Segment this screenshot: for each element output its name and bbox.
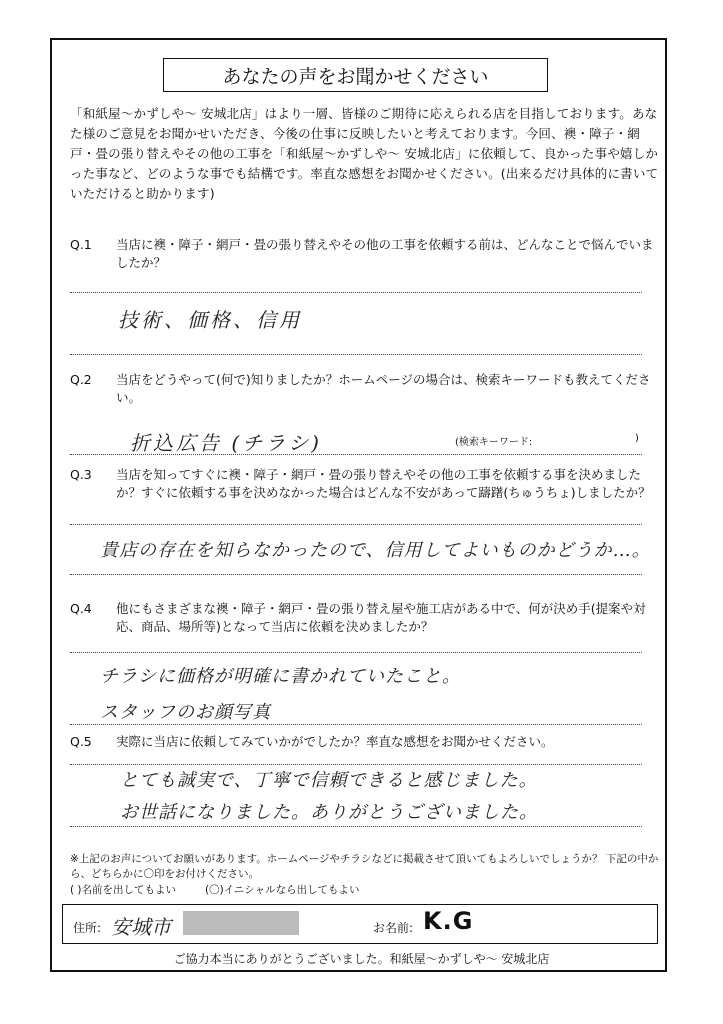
- answer-line: [70, 524, 642, 525]
- question-4-text: 他にもさまざまな襖・障子・網戸・畳の張り替え屋や施工店がある中で、何が決め手(提案や対応、商品、場所等)となって当店に依頼を決めましたか？: [116, 601, 646, 634]
- answer-4-line-1: チラシに価格が明確に書かれていたこと。: [100, 666, 461, 687]
- question-1-text: 当店に襖・障子・網戸・畳の張り替えやその他の工事を依頼する前は、どんなことで悩んでいましたか？: [116, 237, 654, 270]
- address-value: 安城市: [111, 915, 171, 939]
- question-2-number: Q.2: [70, 372, 92, 387]
- keyword-label: (検索キーワード:: [455, 437, 533, 448]
- option-name-ok: ( )名前を出してもよい: [70, 884, 177, 896]
- redaction-block: [183, 911, 299, 935]
- question-1: [70, 236, 662, 272]
- answer-5-line-1: とても誠実で、丁寧で信頼できると感じました。: [120, 770, 538, 791]
- keyword-close: ): [635, 433, 639, 444]
- question-2-text: 当店をどうやって(何で)知りましたか？ホームページの場合は、検索キーワードも教えてください。: [116, 372, 651, 405]
- intro-text: 「和紙屋〜かずしや〜 安城北店」はより一層、皆様のご期待に応えられる店を目指しております。あなた様のご意見をお聞かせいただき、今後の仕事に反映したいと考えております。今回、襖・障子・網戸・畳の張り替えやその他の工事を「和紙屋〜かずしや〜 安城北店」に依頼して、良かった事や嬉しかった事など、どのような事でも結構です。率直な感想をお聞かせください。(出来るだけ具体的に書いていただけると助かります): [70, 106, 659, 201]
- page-title: あなたの声をお聞かせください: [163, 58, 548, 92]
- question-5-number: Q.5: [70, 734, 92, 749]
- question-5: [70, 733, 662, 753]
- question-4: [70, 600, 662, 636]
- option-initials-ok: (〇)イニシャルなら出してもよい: [205, 884, 360, 896]
- answer-4-line-2: スタッフのお顔写真: [100, 702, 271, 723]
- answer-line: [70, 292, 642, 293]
- answer-line: [70, 764, 642, 765]
- question-3-number: Q.3: [70, 467, 92, 482]
- question-4-number: Q.4: [70, 601, 92, 616]
- answer-line: [70, 652, 642, 653]
- name-label: お名前:: [373, 921, 414, 935]
- footer-thanks: ご協力本当にありがとうございました。和紙屋〜かずしや〜 安城北店: [173, 952, 550, 966]
- question-3: [70, 466, 662, 502]
- answer-5-line-2: お世話になりました。ありがとうございました。: [120, 802, 538, 823]
- name-value: K.G: [423, 907, 474, 935]
- answer-3-line-1: 貴店の存在を知らなかったので、信用してよいものかどうか…。: [100, 540, 651, 561]
- answer-2-line-1: 折込広告 (チラシ): [130, 431, 322, 455]
- answer-line: [70, 826, 642, 827]
- answer-line: [70, 354, 642, 355]
- question-2: [70, 371, 662, 407]
- question-5-text: 実際に当店に依頼してみていかがでしたか？率直な感想をお聞かせください。: [116, 734, 554, 749]
- address-name-row: [62, 904, 658, 944]
- answer-line: [70, 454, 642, 455]
- question-1-number: Q.1: [70, 237, 92, 252]
- publication-note: ※上記のお声についてお願いがあります。ホームページやチラシなどに掲載させて頂いてもよろしいでしょうか？ 下記の中から、どちらかに〇印をお付けください。: [70, 853, 659, 880]
- answer-line: [70, 574, 642, 575]
- address-label: 住所:: [73, 921, 102, 935]
- question-3-text: 当店を知ってすぐに襖・障子・網戸・畳の張り替えやその他の工事を依頼する事を決めましたか？すぐに依頼する事を決めなかった場合はどんな不安があって躊躇(ちゅうちょ)しましたか？: [116, 467, 651, 500]
- answer-1-line-1: 技術、価格、信用: [118, 308, 302, 332]
- answer-line: [70, 724, 642, 725]
